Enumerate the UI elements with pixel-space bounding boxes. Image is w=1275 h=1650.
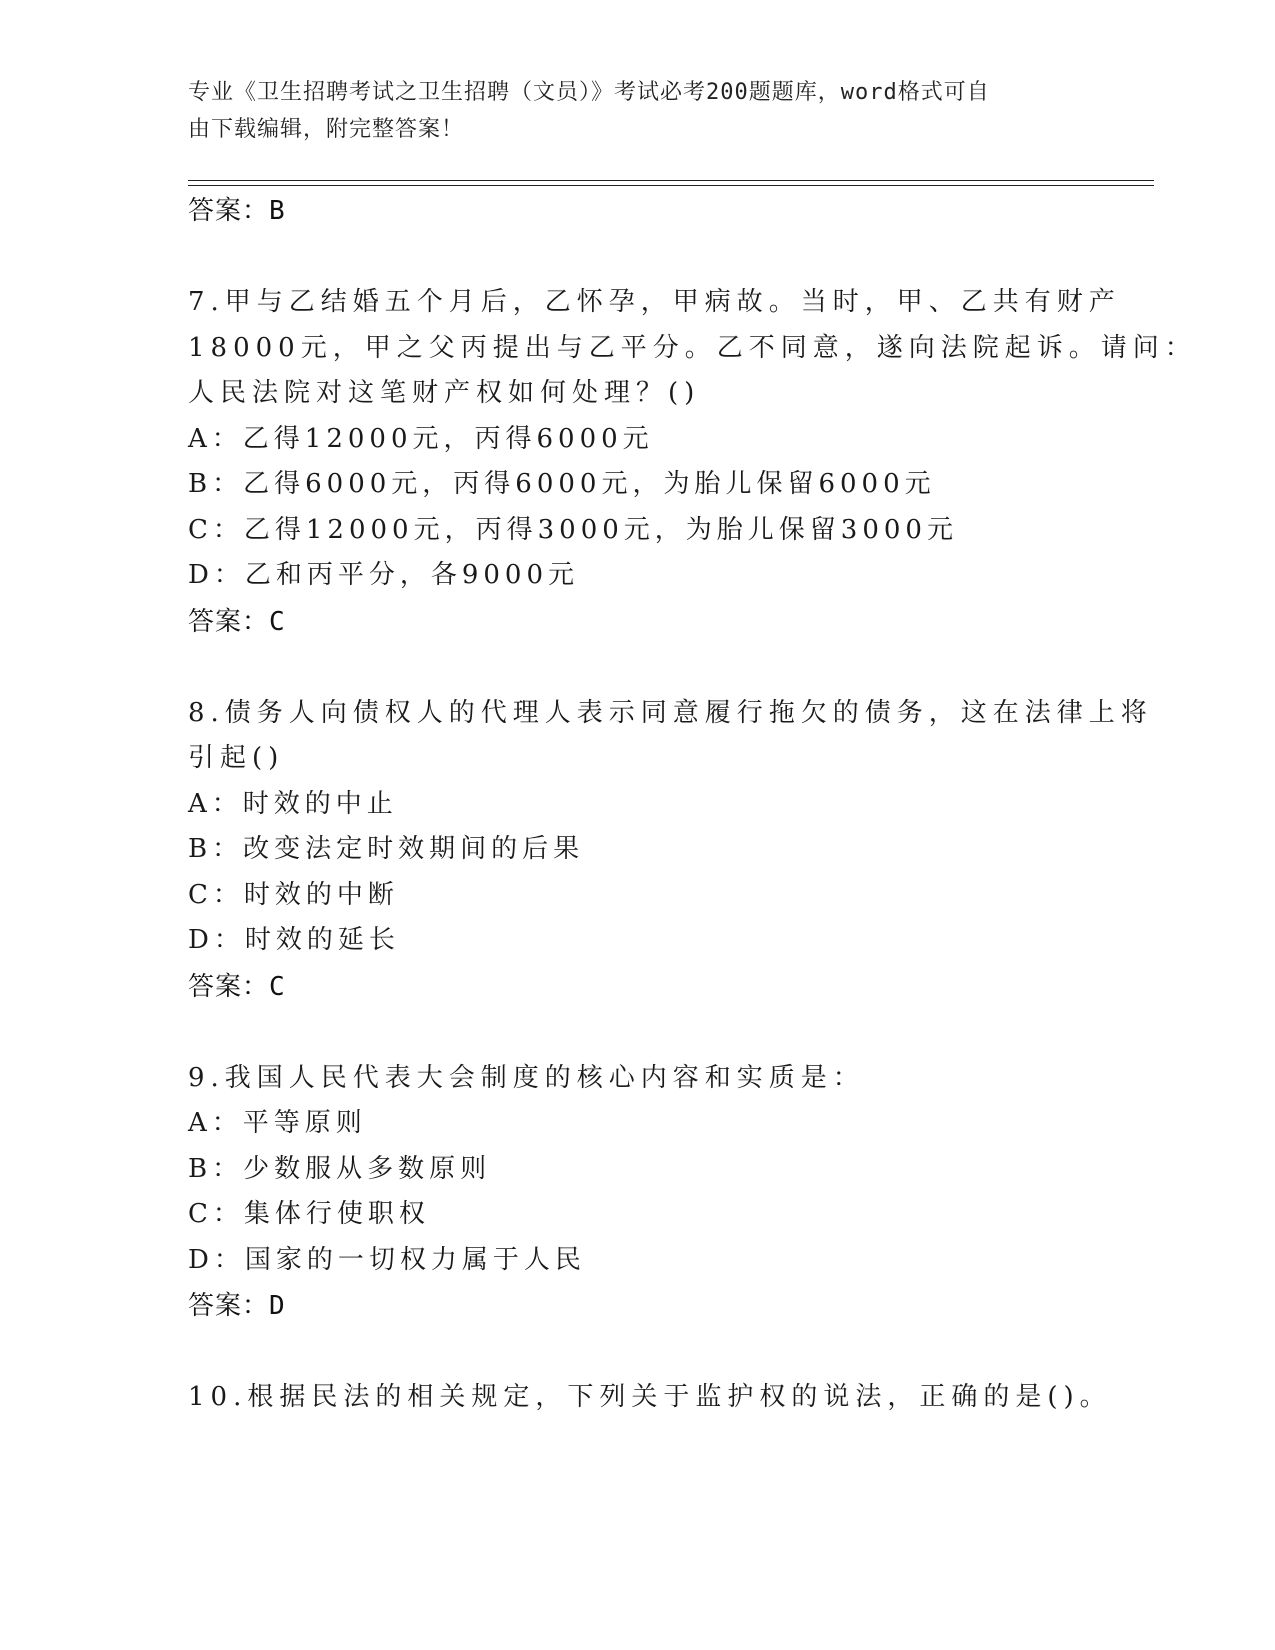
- question-text-line: 人民法院对这笔财产权如何处理？(): [188, 378, 701, 408]
- question-7: [188, 280, 1197, 645]
- header-line-1: 专业《卫生招聘考试之卫生招聘（文员）》考试必考200题题库，word格式可自: [188, 80, 990, 105]
- question-10: [188, 1375, 1112, 1421]
- option-c: C：集体行使职权: [188, 1199, 430, 1229]
- answer: 答案：D: [188, 1291, 286, 1321]
- document-header: [188, 74, 1068, 148]
- option-a: A：乙得12000元，丙得6000元: [188, 423, 654, 454]
- question-text-line: 引起(): [188, 743, 285, 773]
- answer: 答案：C: [188, 606, 286, 637]
- option-a: A：平等原则: [188, 1108, 367, 1138]
- header-divider-top: [188, 180, 1154, 181]
- option-d: D：国家的一切权力属于人民: [188, 1244, 586, 1275]
- question-8: [188, 691, 1153, 1010]
- option-d: D：乙和丙平分，各9000元: [188, 560, 580, 590]
- document-body: [188, 188, 1197, 1421]
- option-b: B：改变法定时效期间的后果: [188, 834, 585, 864]
- option-a: A：时效的中止: [188, 788, 398, 819]
- answer-previous: 答案：B: [188, 196, 286, 226]
- question-text-line: 10.根据民法的相关规定，下列关于监护权的说法，正确的是()。: [188, 1382, 1112, 1412]
- option-c: C：时效的中断: [188, 879, 399, 910]
- option-d: D：时效的延长: [188, 925, 400, 955]
- header-divider-bottom: [188, 185, 1154, 186]
- question-9: [188, 1056, 1088, 1330]
- question-text-line: 9.我国人民代表大会制度的核心内容和实质是：: [188, 1062, 865, 1093]
- option-c: C：乙得12000元，丙得3000元，为胎儿保留3000元: [188, 514, 958, 545]
- question-text-line: 18000元，甲之父丙提出与乙平分。乙不同意，遂向法院起诉。请问：: [188, 332, 1197, 363]
- option-b: B：少数服从多数原则: [188, 1153, 492, 1184]
- question-text-line: 7.甲与乙结婚五个月后，乙怀孕，甲病故。当时，甲、乙共有财产: [188, 287, 1121, 317]
- option-b: B：乙得6000元，丙得6000元，为胎儿保留6000元: [188, 469, 936, 499]
- header-line-2: 由下载编辑，附完整答案！: [188, 117, 465, 142]
- answer: 答案：C: [188, 971, 286, 1002]
- question-text-line: 8.债务人向债权人的代理人表示同意履行拖欠的债务，这在法律上将: [188, 697, 1153, 728]
